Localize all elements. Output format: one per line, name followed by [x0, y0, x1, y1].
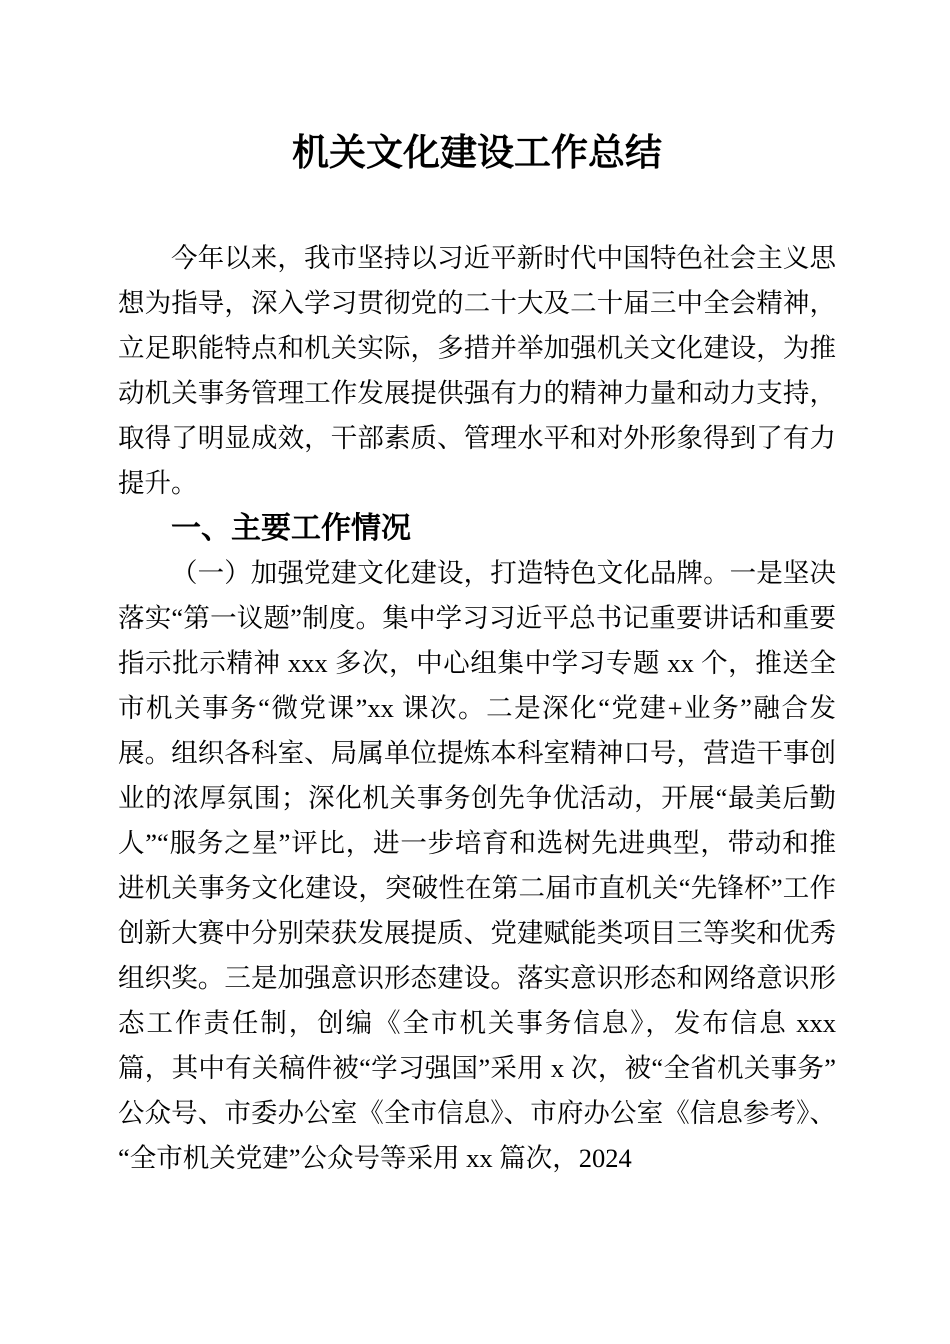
section-1-paragraph: （一）加强党建文化建设，打造特色文化品牌。一是坚决落实“第一议题”制度。集中学习习近平总书记重要讲话和重要指示批示精神 xxx 多次，中心组集中学习专题 xx 个，推送全市机关事务“微党课”xx 课次。二是深化“党建+业务”融合发展。组织各科室、局属单位提炼本科室精神口号，营造干事创业的浓厚氛围；深化机关事务创先争优活动，开展“最美后勤人”“服务之星”评比，进一步培育和选树先进典型，带动和推进机关事务文化建设，突破性在第二届市直机关“先锋杯”工作创新大赛中分别荣获发展提质、党建赋能类项目三等奖和优秀组织奖。三是加强意识形态建设。落实意识形态和网络意识形态工作责任制，创编《全市机关事务信息》，发布信息 xxx 篇，其中有关稿件被“学习强国”采用 x 次，被“全省机关事务”公众号、市委办公室《全市信息》、市府办公室《信息参考》、“全市机关党建”公众号等采用 xx 篇次，2024: [118, 558, 836, 1173]
document-title: 机关文化建设工作总结: [292, 133, 662, 174]
intro-paragraph: 今年以来，我市坚持以习近平新时代中国特色社会主义思想为指导，深入学习贯彻党的二十大及二十届三中全会精神，立足职能特点和机关实际，多措并举加强机关文化建设，为推动机关事务管理工作发展提供强有力的精神力量和动力支持，取得了明显成效，干部素质、管理水平和对外形象得到了有力提升。: [118, 243, 836, 498]
section-1-heading: 一、主要工作情况: [171, 512, 411, 545]
